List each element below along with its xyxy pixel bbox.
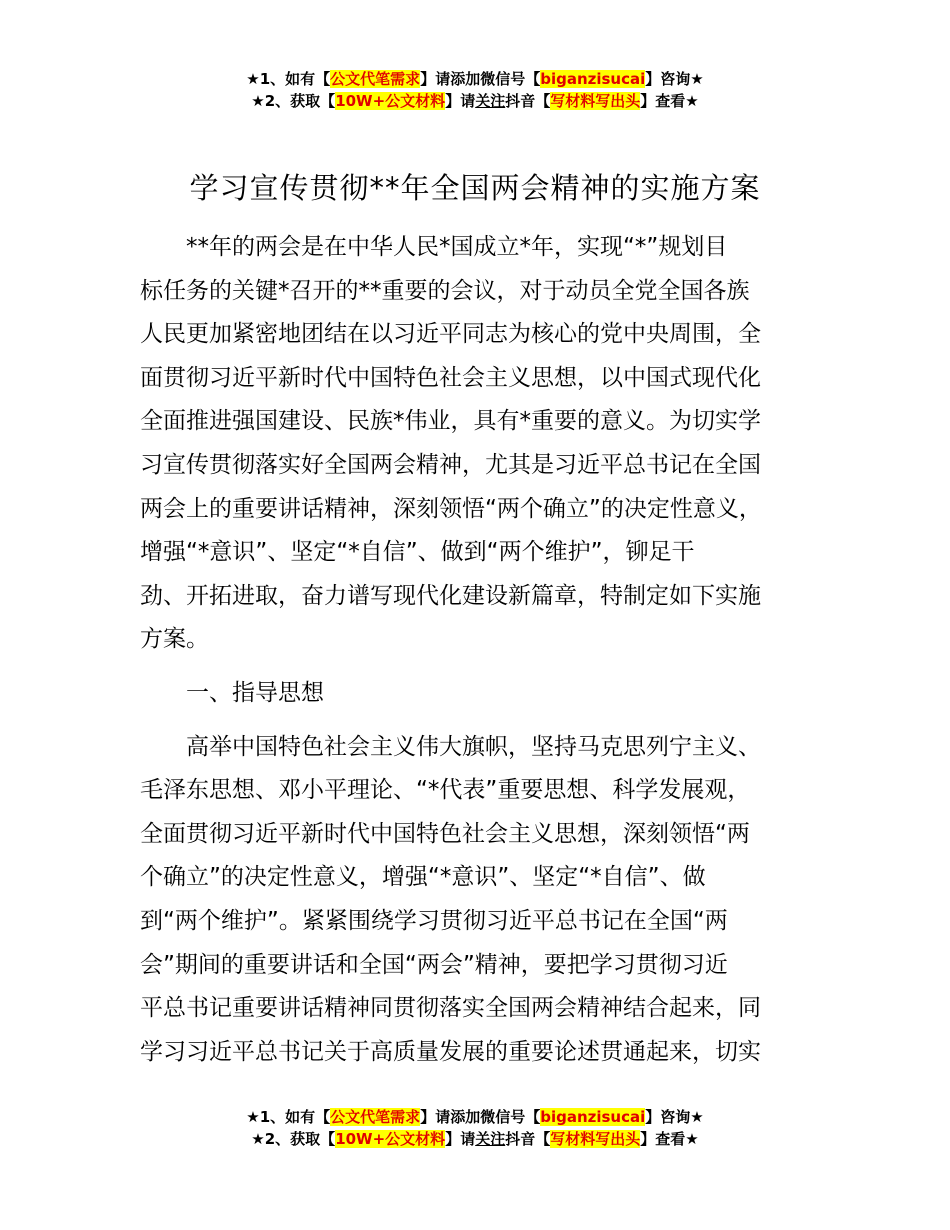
footer-promo-banner [0,1106,950,1150]
body-line: **年的两会是在中华人民*国成立*年，实现“*”规划目 [140,234,728,260]
body-line: 人民更加紧密地团结在以习近平同志为核心的党中央周围，全 [140,321,761,348]
body-line: 学习习近平总书记关于高质量发展的重要论述贯通起来，切实 [140,1038,761,1065]
body-line: 全面贯彻习近平新时代中国特色社会主义思想，深刻领悟“两 [140,820,750,847]
highlight-wechat-id: biganzisucai [540,1108,646,1126]
body-line: 会”期间的重要讲话和全国“两会”精神，要把学习贯彻习近 [140,951,728,978]
promo-line-1: ★1、如有【公文代笔需求】请添加微信号【biganzisucai】咨询★ [246,1108,704,1126]
body-line: 全面推进强国建设、民族*伟业，具有*重要的意义。为切实学 [140,408,761,435]
body-line: 平总书记重要讲话精神同贯彻落实全国两会精神结合起来，同 [140,995,761,1022]
underlined-follow: 关注 [475,92,506,110]
highlight-douyin-account: 写材料写出头 [550,92,641,110]
body-line: 劲、开拓进取，奋力谱写现代化建设新篇章，特制定如下实施 [140,582,761,609]
body-line: 个确立”的决定性意义，增强“*意识”、坚定“*自信”、做 [140,864,706,891]
section-heading: 一、指导思想 [140,679,324,706]
body-line: 标任务的关键*召开的**重要的会议，对于动员全党全国各族 [140,277,750,304]
header-promo-banner [0,68,950,112]
highlight-materials: 10W+公文材料 [335,92,446,110]
promo-line-1: ★1、如有【公文代笔需求】请添加微信号【biganzisucai】咨询★ [246,70,704,88]
body-line: 增强“*意识”、坚定“*自信”、做到“两个维护”，铆足干 [140,539,695,566]
body-line: 两会上的重要讲话精神，深刻领悟“两个确立”的决定性意义， [140,495,762,522]
promo-line-2: ★2、获取【10W+公文材料】请关注抖音【写材料写出头】查看★ [251,1130,699,1148]
highlight-wechat-id: biganzisucai [540,70,646,88]
document-title: 学习宣传贯彻**年全国两会精神的实施方案 [189,171,761,205]
body-line: 到“两个维护”。紧紧围绕学习贯彻习近平总书记在全国“两 [140,907,728,934]
body-line: 高举中国特色社会主义伟大旗帜，坚持马克思列宁主义、 [140,733,761,760]
body-line: 方案。 [140,626,209,653]
document-body [140,226,830,1074]
body-line: 习宣传贯彻落实好全国两会精神，尤其是习近平总书记在全国 [140,451,761,478]
highlight-service: 公文代笔需求 [330,1108,421,1126]
highlight-service: 公文代笔需求 [330,70,421,88]
promo-line-2: ★2、获取【10W+公文材料】请关注抖音【写材料写出头】查看★ [251,92,699,110]
body-line: 毛泽东思想、邓小平理论、“*代表”重要思想、科学发展观， [140,777,751,804]
underlined-follow: 关注 [475,1130,506,1148]
highlight-douyin-account: 写材料写出头 [550,1130,641,1148]
body-line: 面贯彻习近平新时代中国特色社会主义思想，以中国式现代化 [140,364,761,391]
highlight-materials: 10W+公文材料 [335,1130,446,1148]
